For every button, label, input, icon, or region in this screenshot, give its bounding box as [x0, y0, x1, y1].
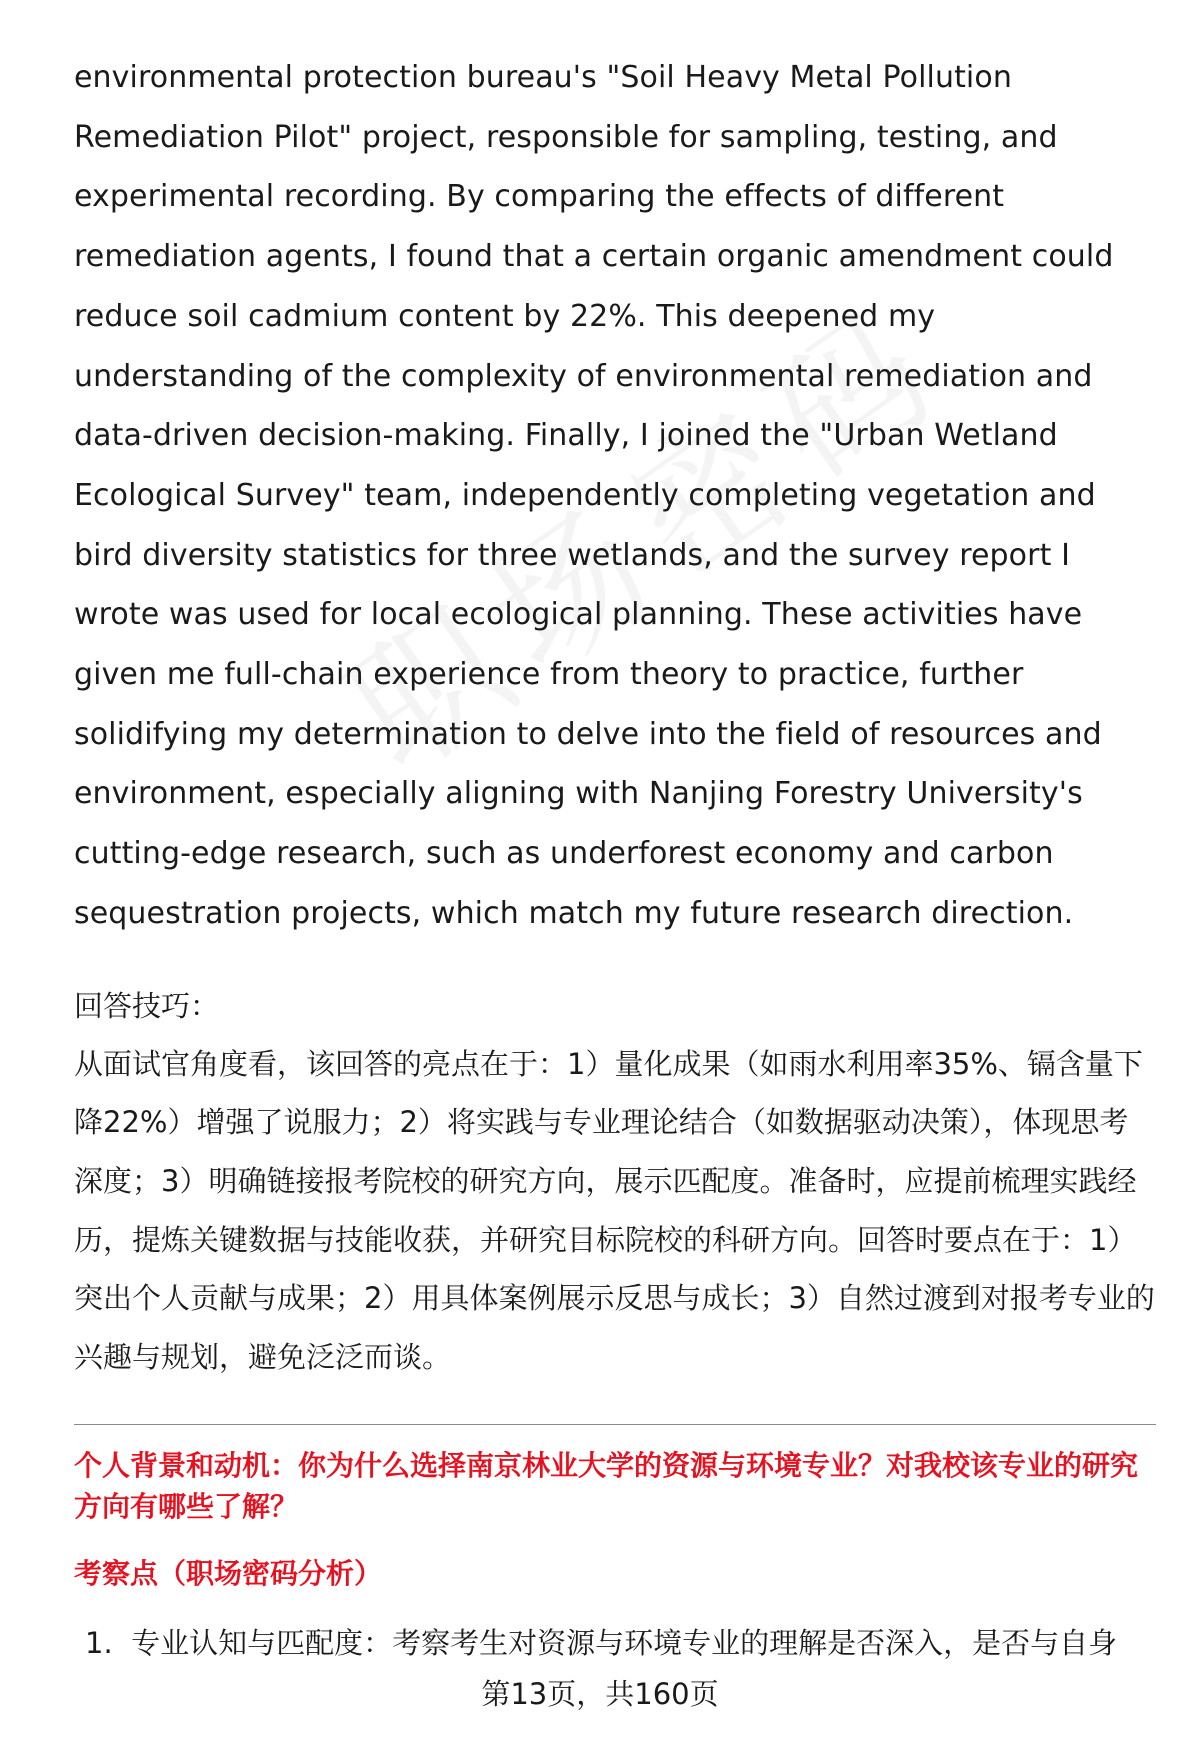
list-item-number: 1. [85, 1625, 113, 1660]
answer-paragraph: environmental protection bureau's "Soil Heavy Metal Pollution Remediation Pilot" project, responsible for sampling, testing, and experimental recording. By comparing the effects of different remediation agents, I found that a certain organic amendment could reduce soil cadmium content by 22%. This deepened my understanding of the complexity of environmental remediation and data-driven decision-making. Finally, I joined the "Urban Wetland Ecological Survey" team, independently completing vegetation and bird diversity statistics for three wetlands, and the survey report I wrote was used for local ecological planning. These activities have given me full-chain experience from theory to practice, further solidifying my determination to delve into the field of resources and environment, especially aligning with Nanjing Forestry University's cutting-edge research, such as underforest economy and carbon sequestration projects, which match my future research direction. [74, 60, 1114, 931]
list-item [74, 1621, 1156, 1665]
section-divider [74, 1424, 1156, 1425]
page-footer: 第13页，共160页 [481, 1677, 719, 1711]
question-heading: 个人背景和动机：你为什么选择南京林业大学的资源与环境专业？对我校该专业的研究方向有哪些了解？ [74, 1448, 1139, 1523]
list-item-text: 专业认知与匹配度：考察考生对资源与环境专业的理解是否深入，是否与自身 [131, 1625, 1118, 1660]
page-content [74, 48, 1156, 1665]
assessment-subheading: 考察点（职场密码分析） [74, 1556, 383, 1590]
assessment-list [74, 1621, 1156, 1665]
tips-label: 回答技巧： [74, 988, 220, 1023]
tips-body: 从面试官角度看，该回答的亮点在于：1）量化成果（如雨水利用率35%、镉含量下降22%）增强了说服力；2）将实践与专业理论结合（如数据驱动决策），体现思考深度；3）明确链接报考院校的研究方向，展示匹配度。准备时，应提前梳理实践经历，提炼关键数据与技能收获，并研究目标院校的科研方向。回答时要点在于：1）突出个人贡献与成果；2）用具体案例展示反思与成长；3）自然过渡到对报考专业的兴趣与规划，避免泛泛而谈。 [74, 1046, 1155, 1375]
